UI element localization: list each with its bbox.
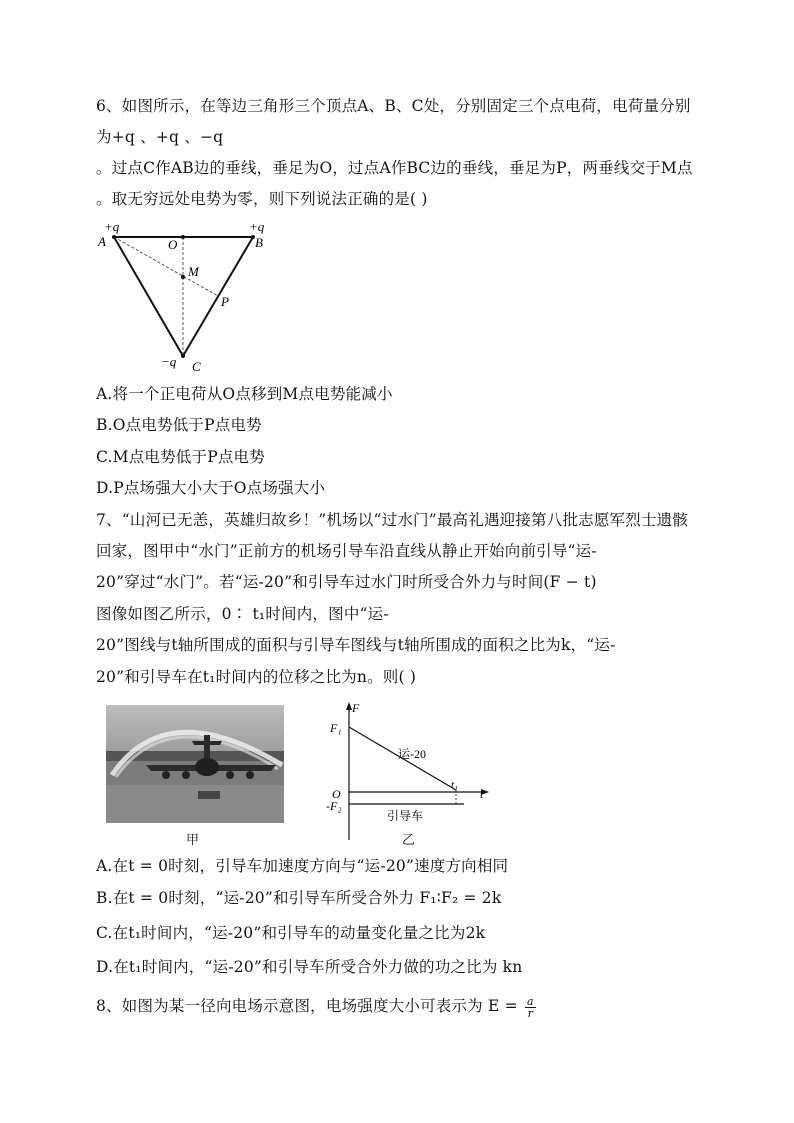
point-o	[181, 235, 185, 239]
q8-fraction-denominator: r	[527, 1006, 534, 1020]
plane-series-label: 运-20	[398, 747, 426, 761]
q8-text: 8、如图为某一径向电场示意图，电场强度大小可表示为 E =	[96, 997, 518, 1015]
vertex-b-label: B	[255, 235, 263, 250]
charge-c-label: −q	[161, 354, 177, 369]
caption-jia: 甲	[186, 833, 200, 848]
q7-option-a: A.在t = 0时刻，引导车加速度方向与“运-20”速度方向相同	[96, 857, 509, 875]
charge-b-label: +q	[249, 219, 265, 234]
q6-line-4: 。取无穷远处电势为零，则下列说法正确的是( )	[96, 190, 428, 208]
q6-option-c: C.M点电势低于P点电势	[96, 448, 265, 466]
q6-option-d: D.P点场强大小大于O点场强大小	[96, 479, 326, 497]
q6-line-3: 。过点C作AB边的垂线，垂足为O，过点A作BC边的垂线，垂足为P，两垂线交于M点	[96, 159, 693, 177]
point-m	[181, 275, 185, 279]
q7-line-3: 20”穿过“水门”。若“运-20”和引导车过水门时所受合外力与时间(F − t)	[96, 573, 597, 591]
caption-yi: 乙	[402, 833, 416, 848]
q7-option-c: C.在t₁时间内，“运-20”和引导车的动量变化量之比为2k	[96, 924, 486, 942]
point-a	[112, 235, 116, 239]
origin-label: O	[332, 787, 341, 801]
q8-fraction	[525, 996, 536, 1019]
q8-fraction-numerator: a	[526, 994, 534, 1008]
q6-line-1: 6、如图所示，在等边三角形三个顶点A、B、C处，分别固定三个点电荷，电荷量分别	[96, 97, 691, 115]
y-axis-label: F	[352, 701, 360, 715]
charge-a-label: +q	[104, 219, 120, 234]
point-p-label: P	[221, 294, 229, 309]
q7-line-1: 7、“山河已无恙，英雄归故乡！”机场以“过水门”最高礼遇迎接第八批志愿军烈士遗骸	[96, 511, 689, 529]
q7-line-4: 图像如图乙所示，0∶ t₁时间内，图中“运-	[96, 605, 389, 623]
q6-line-2: 为+q 、+q 、−q	[96, 128, 224, 146]
q7-option-d: D.在t₁时间内，“运-20”和引导车所受合外力做的功之比为 kn	[96, 958, 523, 976]
vertex-c-label: C	[192, 359, 201, 374]
q6-option-b: B.O点电势低于P点电势	[96, 416, 262, 434]
force-time-graph	[322, 700, 492, 845]
f1-label: F₁	[330, 721, 342, 735]
car-series-label: 引导车	[387, 809, 424, 823]
q6-option-a: A.将一个正电荷从O点移到M点电势能减小	[96, 385, 393, 403]
point-c	[181, 354, 185, 358]
q7-line-6: 20”和引导车在t₁时间内的位移之比为n。则( )	[96, 668, 417, 686]
q7-line-2: 回家，图甲中“水门”正前方的机场引导车沿直线从静止开始向前引导“运-	[96, 542, 597, 560]
f2-label: -F₂	[326, 799, 342, 813]
x-axis-label: t	[480, 787, 484, 801]
airport-photo	[106, 705, 284, 823]
point-o-label: O	[168, 237, 178, 252]
q7-line-5: 20”图线与t轴所围成的面积与引导车图线与t轴所围成的面积之比为k，“运-	[96, 636, 616, 654]
q8-line-1	[96, 995, 536, 1019]
vertex-a-label: A	[98, 234, 106, 249]
point-m-label: M	[188, 264, 199, 279]
triangle-figure	[92, 216, 282, 376]
t1-label: t₁	[451, 779, 458, 791]
q7-option-b: B.在t = 0时刻，“运-20”和引导车所受合外力 F₁∶F₂ = 2k	[96, 889, 502, 907]
perpendicular-ap	[114, 237, 218, 296]
